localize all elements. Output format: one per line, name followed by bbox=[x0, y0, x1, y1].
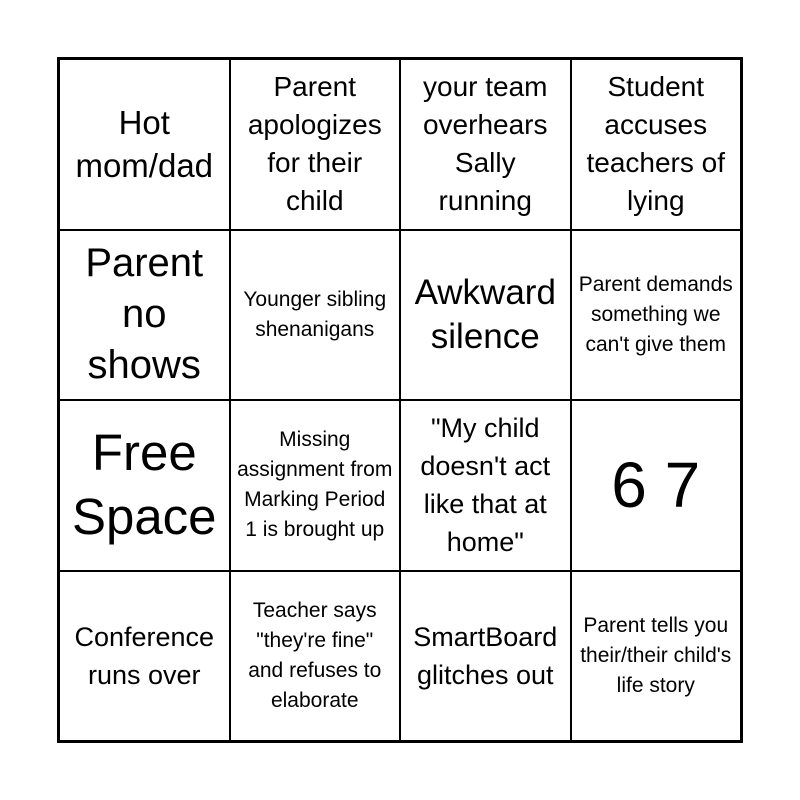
bingo-cell-13[interactable] bbox=[59, 571, 230, 742]
bingo-cell-12[interactable] bbox=[571, 400, 742, 571]
cell-text: Parent no shows bbox=[85, 241, 204, 388]
bingo-cell-2[interactable] bbox=[230, 59, 401, 230]
cell-text: Student accuses teachers of lying bbox=[586, 71, 726, 217]
bingo-cell-1[interactable] bbox=[59, 59, 230, 230]
cell-text: 6 7 bbox=[611, 449, 701, 522]
bingo-cell-14[interactable] bbox=[230, 571, 401, 742]
cell-text: SmartBoard glitches out bbox=[413, 621, 558, 690]
cell-text: Parent demands something we can't give them bbox=[578, 272, 733, 356]
bingo-cell-3[interactable] bbox=[400, 59, 571, 230]
bingo-cell-10[interactable] bbox=[230, 400, 401, 571]
bingo-cell-6[interactable] bbox=[230, 230, 401, 401]
cell-text: Awkward silence bbox=[414, 272, 556, 356]
bingo-cell-8[interactable] bbox=[571, 230, 742, 401]
bingo-cell-7[interactable] bbox=[400, 230, 571, 401]
cell-text: Teacher says "they're fine" and refuses to elaborate bbox=[248, 598, 382, 712]
cell-text: Parent apologizes for their child bbox=[247, 71, 382, 217]
bingo-cell-11[interactable] bbox=[400, 400, 571, 571]
cell-text: Conference runs over bbox=[74, 621, 215, 690]
bingo-cell-16[interactable] bbox=[571, 571, 742, 742]
bingo-cell-4[interactable] bbox=[571, 59, 742, 230]
cell-text: "My child doesn't act like that at home" bbox=[420, 413, 551, 558]
bingo-cell-5[interactable] bbox=[59, 230, 230, 401]
cell-text: Parent tells you their/their child's life story bbox=[580, 613, 732, 697]
bingo-cell-15[interactable] bbox=[400, 571, 571, 742]
cell-text: your team overhears Sally running bbox=[422, 71, 548, 217]
bingo-board bbox=[57, 57, 743, 743]
cell-text: Hot mom/dad bbox=[75, 104, 214, 185]
free-space-cell[interactable] bbox=[59, 400, 230, 571]
cell-text: Free Space bbox=[71, 424, 217, 546]
cell-text: Missing assignment from Marking Period 1 is brought up bbox=[237, 428, 393, 542]
cell-text: Younger sibling shenanigans bbox=[243, 287, 387, 341]
